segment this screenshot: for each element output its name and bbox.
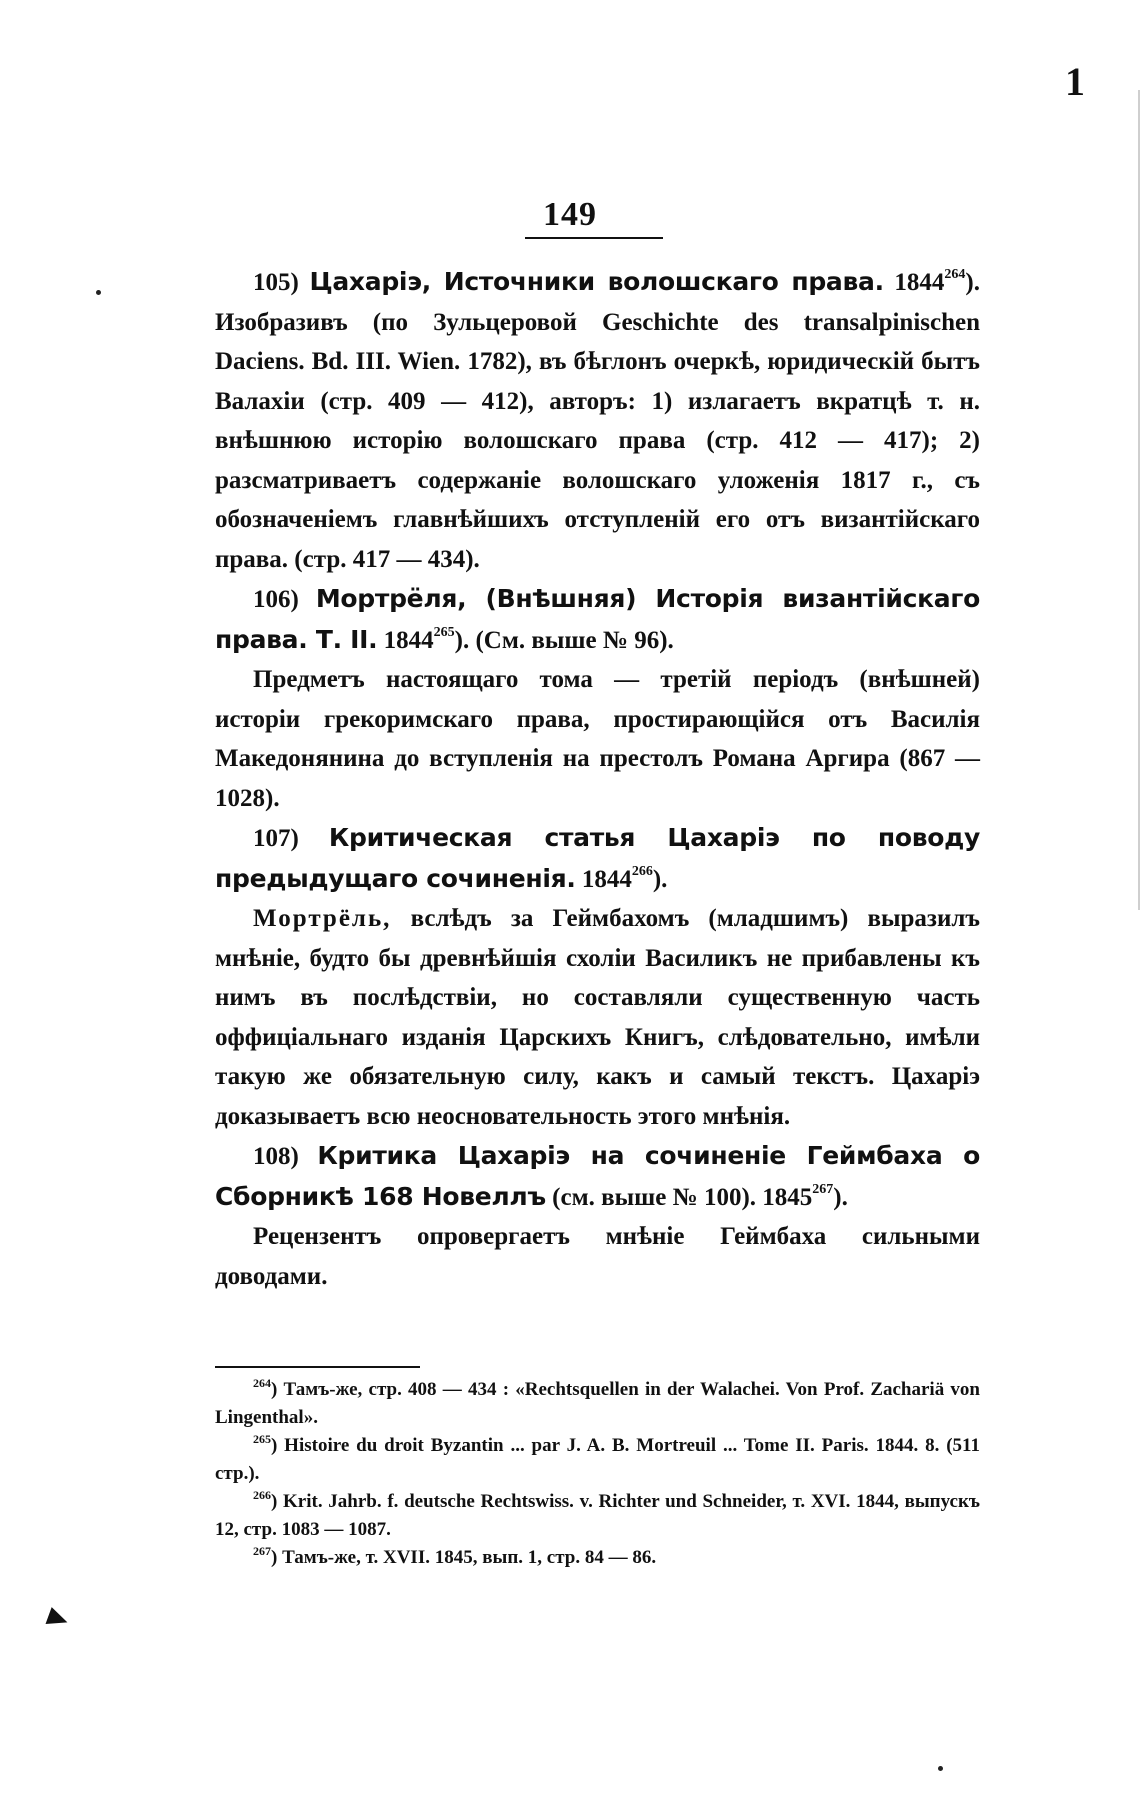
entry-year: 1844 xyxy=(581,865,632,893)
entry-number: 107) xyxy=(253,825,299,852)
entry-number: 108) xyxy=(253,1143,299,1170)
footnotes xyxy=(215,1376,980,1572)
footnote-text: ) Krit. Jahrb. f. deutsche Rechtswiss. v. Richter und Schneider, т. XVI. 1844, выпускъ 12, стр. 1083 — 1087. xyxy=(215,1491,980,1540)
footnote-number: 264 xyxy=(253,1376,271,1390)
margin-arrow-mark xyxy=(46,1607,71,1631)
footnote-text: ) Histoire du droit Byzantin ... par J. A. B. Mortreuil ... Tome II. Paris. 1844. 8. (511 стр.). xyxy=(215,1435,980,1484)
entry-107 xyxy=(215,818,980,899)
entry-title: Критическая статья Цахаріэ по поводу предыдущаго сочиненія. xyxy=(215,823,980,893)
entry-body-lead: Мортрёль, xyxy=(253,905,392,932)
entry-107-body xyxy=(215,899,980,1136)
footnote-text: ) Тамъ-же, стр. 408 — 434 : «Rechtsquellen in der Walachei. Von Prof. Zachariä von Lingenthal». xyxy=(215,1379,980,1428)
footnote-number: 265 xyxy=(253,1432,271,1446)
footnote-ref: 267 xyxy=(812,1181,834,1197)
entry-105 xyxy=(215,262,980,579)
footnote xyxy=(215,1432,980,1488)
entry-number: 105) xyxy=(253,269,299,296)
footnote xyxy=(215,1544,980,1572)
footnote xyxy=(215,1488,980,1544)
margin-dot-bottom xyxy=(938,1766,943,1771)
entry-year: 1844 xyxy=(894,269,945,296)
page-number-rule xyxy=(525,237,663,239)
entry-108-body: Рецензентъ опровергаетъ мнѣніе Геймбаха сильными доводами. xyxy=(215,1223,980,1290)
entry-number: 106) xyxy=(253,586,299,613)
entry-body: Изобразивъ (по Зульцеровой Geschichte des transalpinischen Daciens. Bd. III. Wien. 1782), въ бѣглонъ очеркѣ, юридическій бытъ Валахіи (стр. 409 — 412), авторъ: 1) излагаетъ вкратцѣ т. н. внѣшнюю исторію волошскаго права (стр. 412 — 417); 2) разсматриваетъ содержаніе волошскаго уложенія 1817 г., съ обозначеніемъ главнѣйшихъ отступленій его отъ византійскаго права. (стр. 417 — 434). xyxy=(215,308,980,573)
margin-dot xyxy=(96,290,101,295)
footnote-text: ) Тамъ-же, т. XVII. 1845, вып. 1, стр. 84 — 86. xyxy=(271,1547,657,1568)
entry-year: 1844 xyxy=(383,626,434,654)
footnote-ref: 266 xyxy=(631,863,653,879)
entry-106 xyxy=(215,579,980,660)
entry-body: вслѣдъ за Геймбахомъ (младшимъ) выразилъ мнѣніе, будто бы древнѣйшія схоліи Василикъ не прибавлены къ нимъ въ послѣдствіи, но составляли существенную часть оффиціальнаго изданія Царскихъ Книгъ, слѣдовательно, имѣли такую же обязательную силу, какъ и самый текстъ. Цахаріэ доказываетъ всю неосновательность этого мнѣнія. xyxy=(215,905,980,1130)
footnote xyxy=(215,1376,980,1432)
entry-ref-close: ). (См. выше № 96). xyxy=(454,626,674,654)
entry-title: Критика Цахаріэ на сочиненіе Геймбаха о Сборникѣ 168 Новеллъ xyxy=(215,1141,980,1211)
footnote-ref: 265 xyxy=(433,624,455,640)
entry-ref-close: ). xyxy=(652,865,668,893)
corner-mark: 1 xyxy=(1065,59,1085,104)
entry-title-suffix: (см. выше № 100). xyxy=(545,1183,757,1211)
footnote-number: 267 xyxy=(253,1544,271,1558)
entry-title: Цахаріэ, Источники волошскаго права. xyxy=(309,267,884,296)
entry-106-body: Предметъ настоящаго тома — третій періодъ (внѣшней) исторіи грекоримскаго права, простирающійся отъ Василія Македонянина до вступленія на престолъ Романа Аргира (867 — 1028). xyxy=(215,666,980,812)
page-number: 149 xyxy=(543,196,597,233)
entry-ref-close: ). xyxy=(965,269,980,296)
entry-108 xyxy=(215,1136,980,1217)
entry-ref-close: ). xyxy=(833,1183,848,1211)
entry-year: 1845 xyxy=(762,1183,813,1211)
footnote-number: 266 xyxy=(253,1488,271,1502)
main-text xyxy=(215,262,980,1296)
footnote-separator xyxy=(215,1366,420,1368)
footnote-ref: 264 xyxy=(944,267,966,282)
entry-title: Мортрёля, (Внѣшняя) Исторія византійскаго права. Т. II. xyxy=(215,584,980,654)
